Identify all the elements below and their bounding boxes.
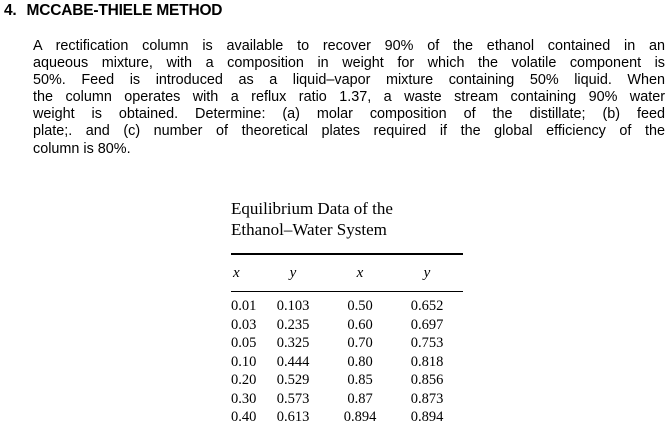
table-cell: 0.856 <box>410 372 444 388</box>
table-cell: 0.30 <box>231 390 257 407</box>
table-cell: 0.325 <box>276 335 310 351</box>
table-cell: 0.235 <box>276 316 310 333</box>
problem-line: weight is obtained. Determine: (a) molar composition of the distillate; (b) feed <box>33 106 665 123</box>
table-cell: 0.01 <box>231 298 257 314</box>
table-cell: 0.03 <box>231 316 257 333</box>
column-header-x: x <box>356 264 364 281</box>
table-cell: 0.85 <box>347 372 373 388</box>
table-cell: 0.873 <box>410 390 444 407</box>
table-cell: 0.697 <box>410 316 444 333</box>
problem-line: A rectification column is available to recover 90% of the ethanol contained in an <box>33 38 665 54</box>
table-title-line: Equilibrium Data of the <box>231 199 393 218</box>
table-body <box>231 292 463 427</box>
table-title-line: Ethanol–Water System <box>231 220 387 239</box>
table-cell: 0.652 <box>410 298 444 314</box>
table-cell: 0.894 <box>410 409 444 425</box>
table-row <box>231 371 463 390</box>
table-row <box>231 353 463 372</box>
table-cell: 0.87 <box>347 390 373 407</box>
table-cell: 0.818 <box>410 353 444 370</box>
table-cell: 0.40 <box>231 409 257 425</box>
problem-statement <box>33 38 665 158</box>
equilibrium-table <box>231 198 463 427</box>
column-header-y: y <box>289 264 297 281</box>
table-cell: 0.50 <box>347 298 373 314</box>
problem-line: plate;. and (c) number of theoretical plates required if the global efficiency of the <box>33 123 665 140</box>
table-row <box>231 408 463 427</box>
problem-line: aqueous mixture, with a composition in weight for which the volatile component is <box>33 55 665 72</box>
table-row <box>231 390 463 409</box>
table-cell: 0.894 <box>343 409 377 425</box>
table-cell: 0.444 <box>276 353 310 370</box>
problem-line: the column operates with a reflux ratio 1.37, a waste stream containing 90% water <box>33 89 665 106</box>
column-header-x: x <box>233 264 240 281</box>
table-cell: 0.753 <box>410 335 444 351</box>
table-row <box>231 334 463 353</box>
table-cell: 0.60 <box>347 316 373 333</box>
problem-line: 50%. Feed is introduced as a liquid–vapor mixture containing 50% liquid. When <box>33 72 665 89</box>
problem-number: 4. <box>4 2 17 19</box>
table-cell: 0.613 <box>276 409 310 425</box>
table-cell: 0.529 <box>276 372 310 388</box>
table-header-row <box>231 255 463 291</box>
problem-title: MCCABE-THIELE METHOD <box>26 2 223 19</box>
table-cell: 0.70 <box>347 335 373 351</box>
table-cell: 0.103 <box>276 298 310 314</box>
table-cell: 0.05 <box>231 335 257 351</box>
table-cell: 0.10 <box>231 353 257 370</box>
problem-line: column is 80%. <box>33 140 131 157</box>
table-cell: 0.573 <box>276 390 310 407</box>
problem-heading <box>4 2 222 20</box>
table-cell: 0.20 <box>231 372 257 388</box>
table-row <box>231 297 463 316</box>
column-header-y: y <box>423 264 431 281</box>
table-row <box>231 316 463 335</box>
table-cell: 0.80 <box>347 353 373 370</box>
table-title <box>231 198 463 240</box>
